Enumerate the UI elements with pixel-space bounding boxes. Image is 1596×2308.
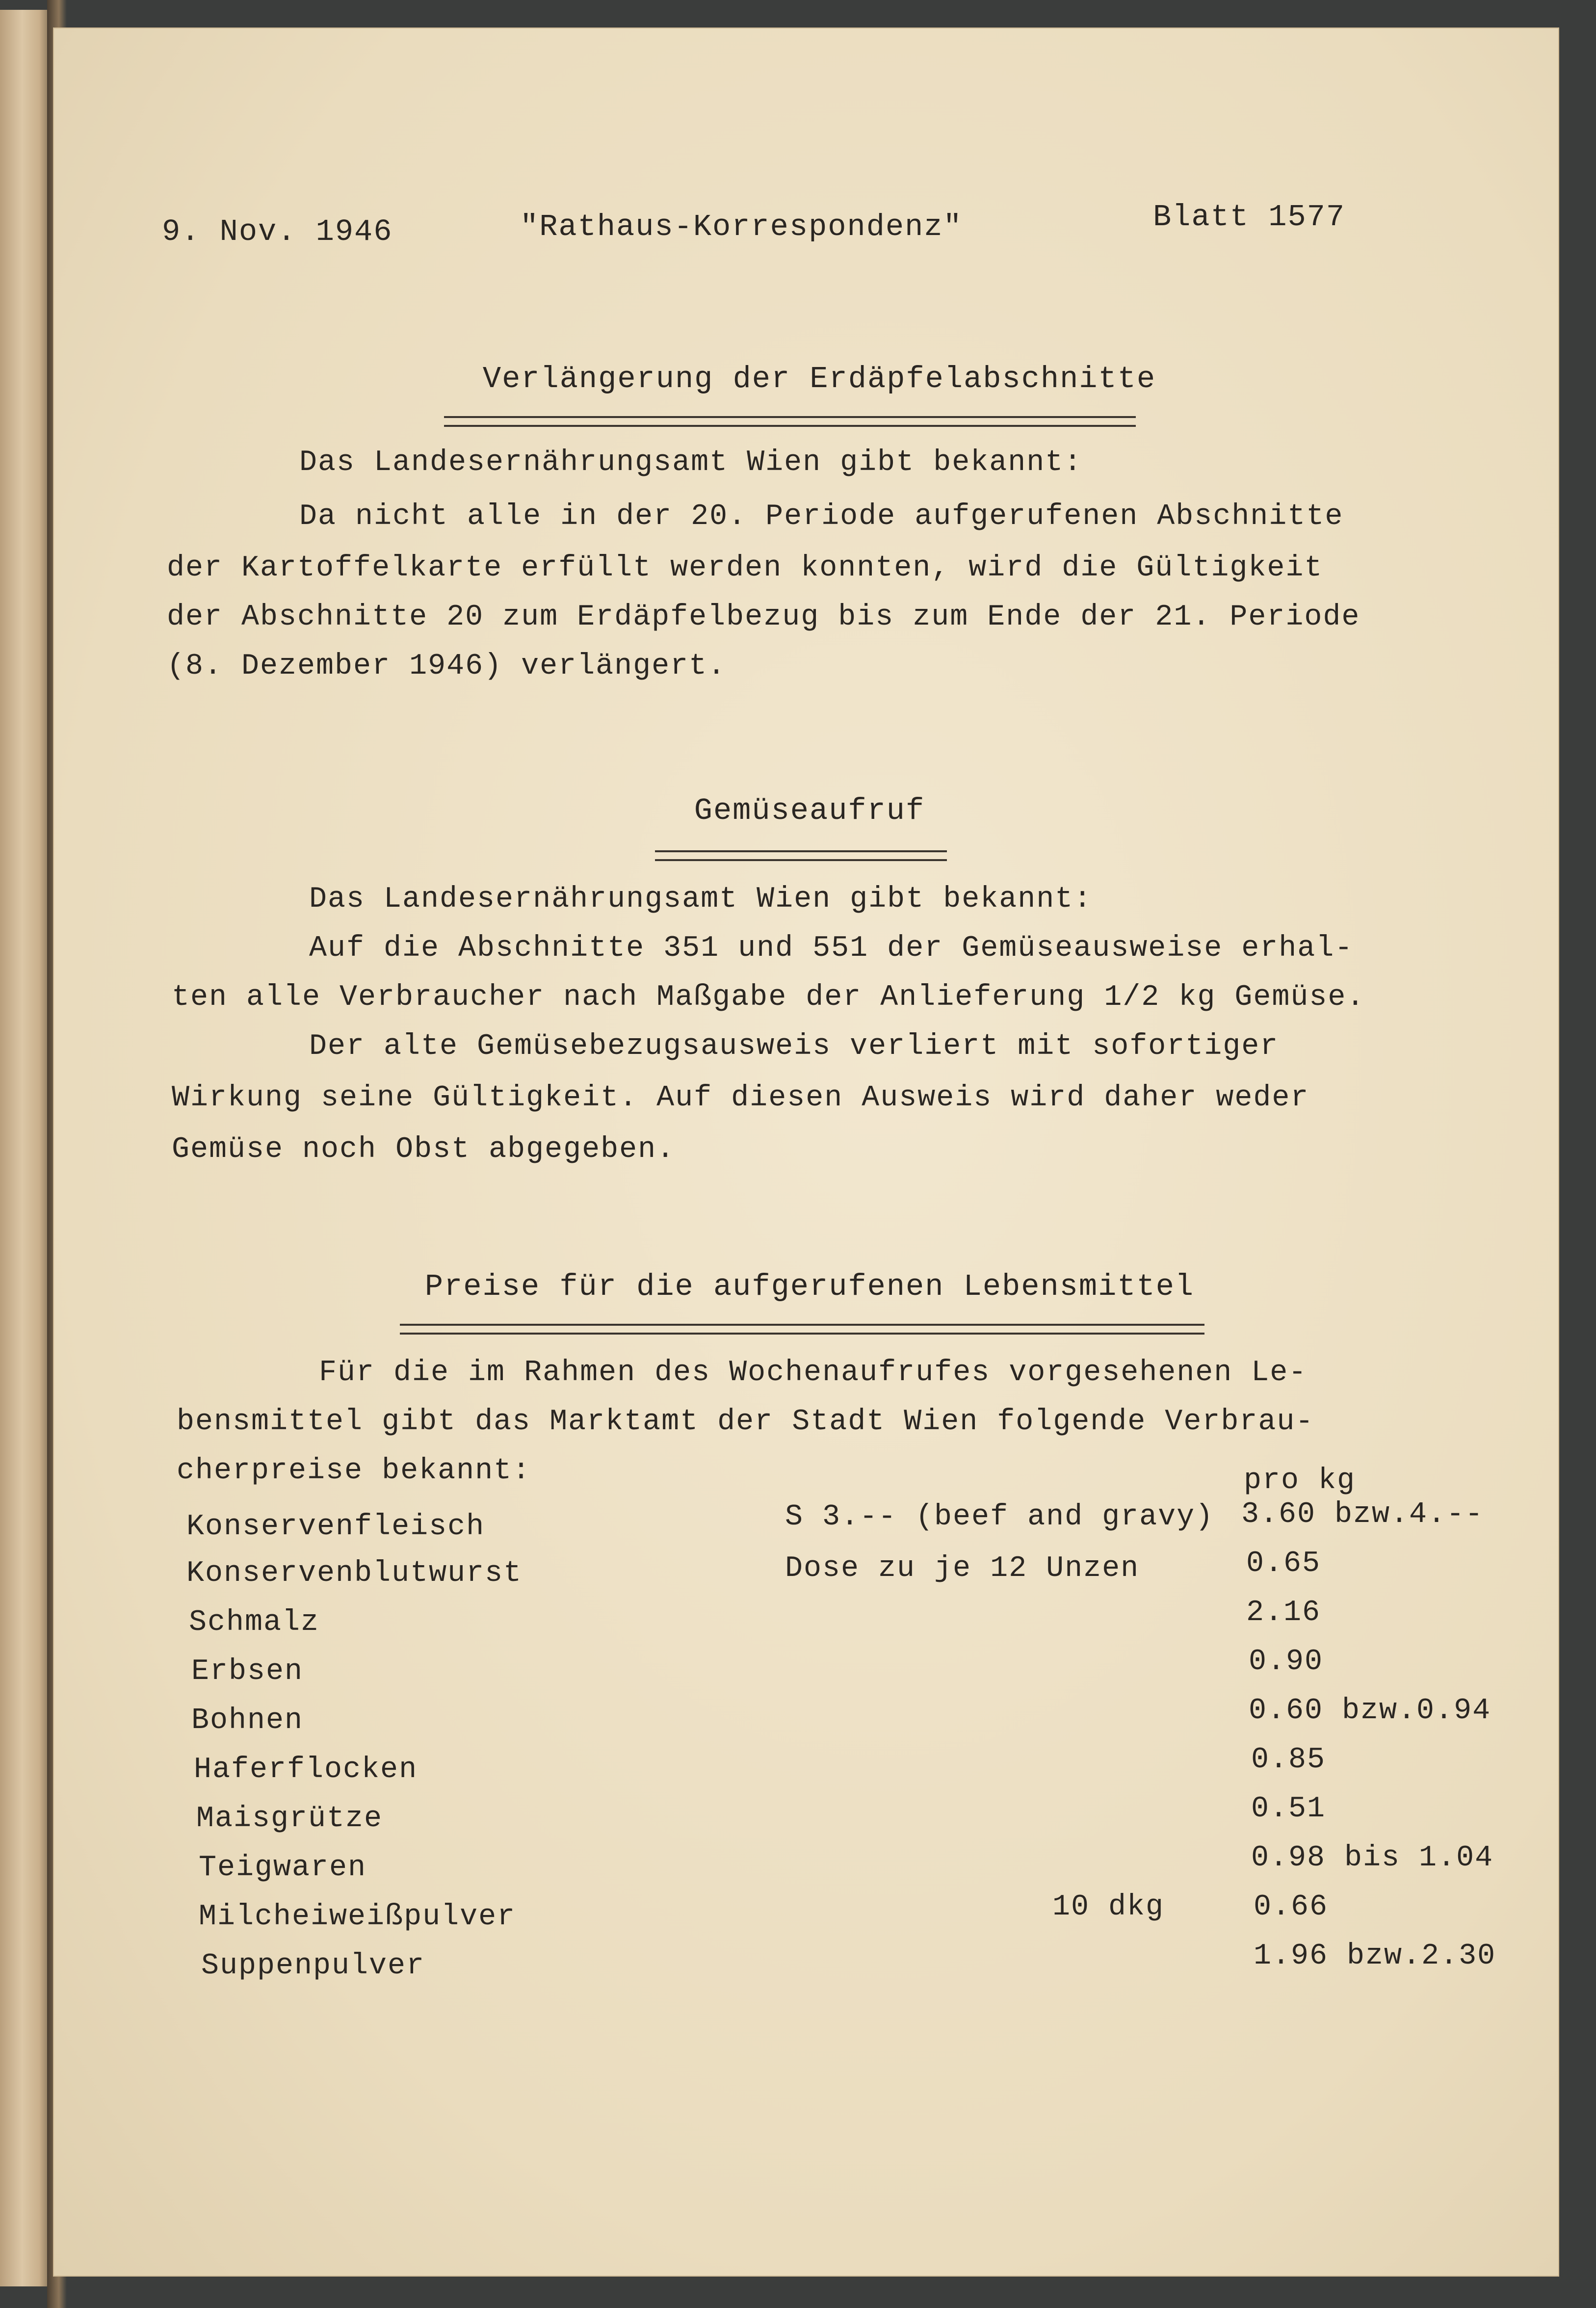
section3-line: bensmittel gibt das Marktamt der Stadt Wien folgende Verbrau- bbox=[177, 1405, 1314, 1439]
section3-line: cherpreise bekannt: bbox=[177, 1454, 531, 1488]
header-publication: "Rathaus-Korrespondenz" bbox=[520, 210, 963, 244]
item-price: 0.60 bzw.0.94 bbox=[1249, 1694, 1491, 1728]
price-unit-header: pro kg bbox=[1244, 1464, 1356, 1497]
item-name: Teigwaren bbox=[199, 1851, 367, 1885]
item-note: Dose zu je 12 Unzen bbox=[785, 1552, 1140, 1585]
item-name: Bohnen bbox=[191, 1704, 304, 1737]
item-price: 3.60 bzw.4.-- bbox=[1241, 1498, 1484, 1531]
item-name: Suppenpulver bbox=[201, 1949, 425, 1983]
item-price: 0.98 bis 1.04 bbox=[1251, 1841, 1494, 1875]
section1-line: (8. Dezember 1946) verlängert. bbox=[167, 650, 727, 683]
section2-line: Wirkung seine Gültigkeit. Auf diesen Ausweis wird daher weder bbox=[172, 1081, 1309, 1115]
item-name: Schmalz bbox=[189, 1606, 320, 1639]
item-price: 0.85 bbox=[1251, 1743, 1326, 1777]
section1-line: der Abschnitte 20 zum Erdäpfelbezug bis zum Ende der 21. Periode bbox=[167, 601, 1361, 634]
item-note: S 3.-- (beef and gravy) bbox=[785, 1500, 1214, 1534]
section2-title-underline bbox=[655, 850, 947, 861]
left-page-edge bbox=[0, 10, 49, 2286]
document-page bbox=[54, 28, 1558, 2276]
item-price: 0.51 bbox=[1251, 1792, 1326, 1826]
item-price: 0.65 bbox=[1246, 1547, 1321, 1580]
section1-title-underline bbox=[444, 416, 1136, 427]
section3-title: Preise für die aufgerufenen Lebensmittel bbox=[424, 1269, 1195, 1304]
item-name: Erbsen bbox=[191, 1655, 304, 1688]
header-date: 9. Nov. 1946 bbox=[162, 214, 393, 249]
section2-title: Gemüseaufruf bbox=[694, 793, 925, 828]
item-price: 2.16 bbox=[1246, 1596, 1321, 1629]
item-name: Konservenblutwurst bbox=[186, 1557, 523, 1590]
section1-title: Verlängerung der Erdäpfelabschnitte bbox=[482, 362, 1156, 396]
section1-line: der Kartoffelkarte erfüllt werden konnten, wird die Gültigkeit bbox=[167, 551, 1323, 585]
section3-title-underline bbox=[400, 1324, 1204, 1335]
item-price: 0.90 bbox=[1249, 1645, 1324, 1679]
item-name: Milcheiweißpulver bbox=[199, 1900, 516, 1934]
section2-line: Das Landesernährungsamt Wien gibt bekannt: bbox=[309, 883, 1093, 916]
item-name: Haferflocken bbox=[194, 1753, 418, 1786]
section2-line: Gemüse noch Obst abgegeben. bbox=[172, 1133, 676, 1166]
section3-line: Für die im Rahmen des Wochenaufrufes vorgesehenen Le- bbox=[319, 1356, 1308, 1390]
item-price: 0.66 bbox=[1254, 1890, 1329, 1924]
section2-line: Der alte Gemüsebezugsausweis verliert mit sofortiger bbox=[309, 1030, 1279, 1063]
section1-line: Das Landesernährungsamt Wien gibt bekannt: bbox=[299, 446, 1083, 479]
item-name: Konservenfleisch bbox=[186, 1510, 485, 1544]
section2-line: Auf die Abschnitte 351 und 551 der Gemüseausweise erhal- bbox=[309, 932, 1354, 965]
header-sheet-number: Blatt 1577 bbox=[1153, 200, 1346, 235]
section2-line: ten alle Verbraucher nach Maßgabe der Anlieferung 1/2 kg Gemüse. bbox=[172, 981, 1365, 1014]
item-name: Maisgrütze bbox=[196, 1802, 383, 1836]
section1-line: Da nicht alle in der 20. Periode aufgerufenen Abschnitte bbox=[299, 500, 1344, 533]
item-price: 1.96 bzw.2.30 bbox=[1254, 1940, 1496, 1973]
item-note: 10 dkg bbox=[1052, 1890, 1165, 1924]
